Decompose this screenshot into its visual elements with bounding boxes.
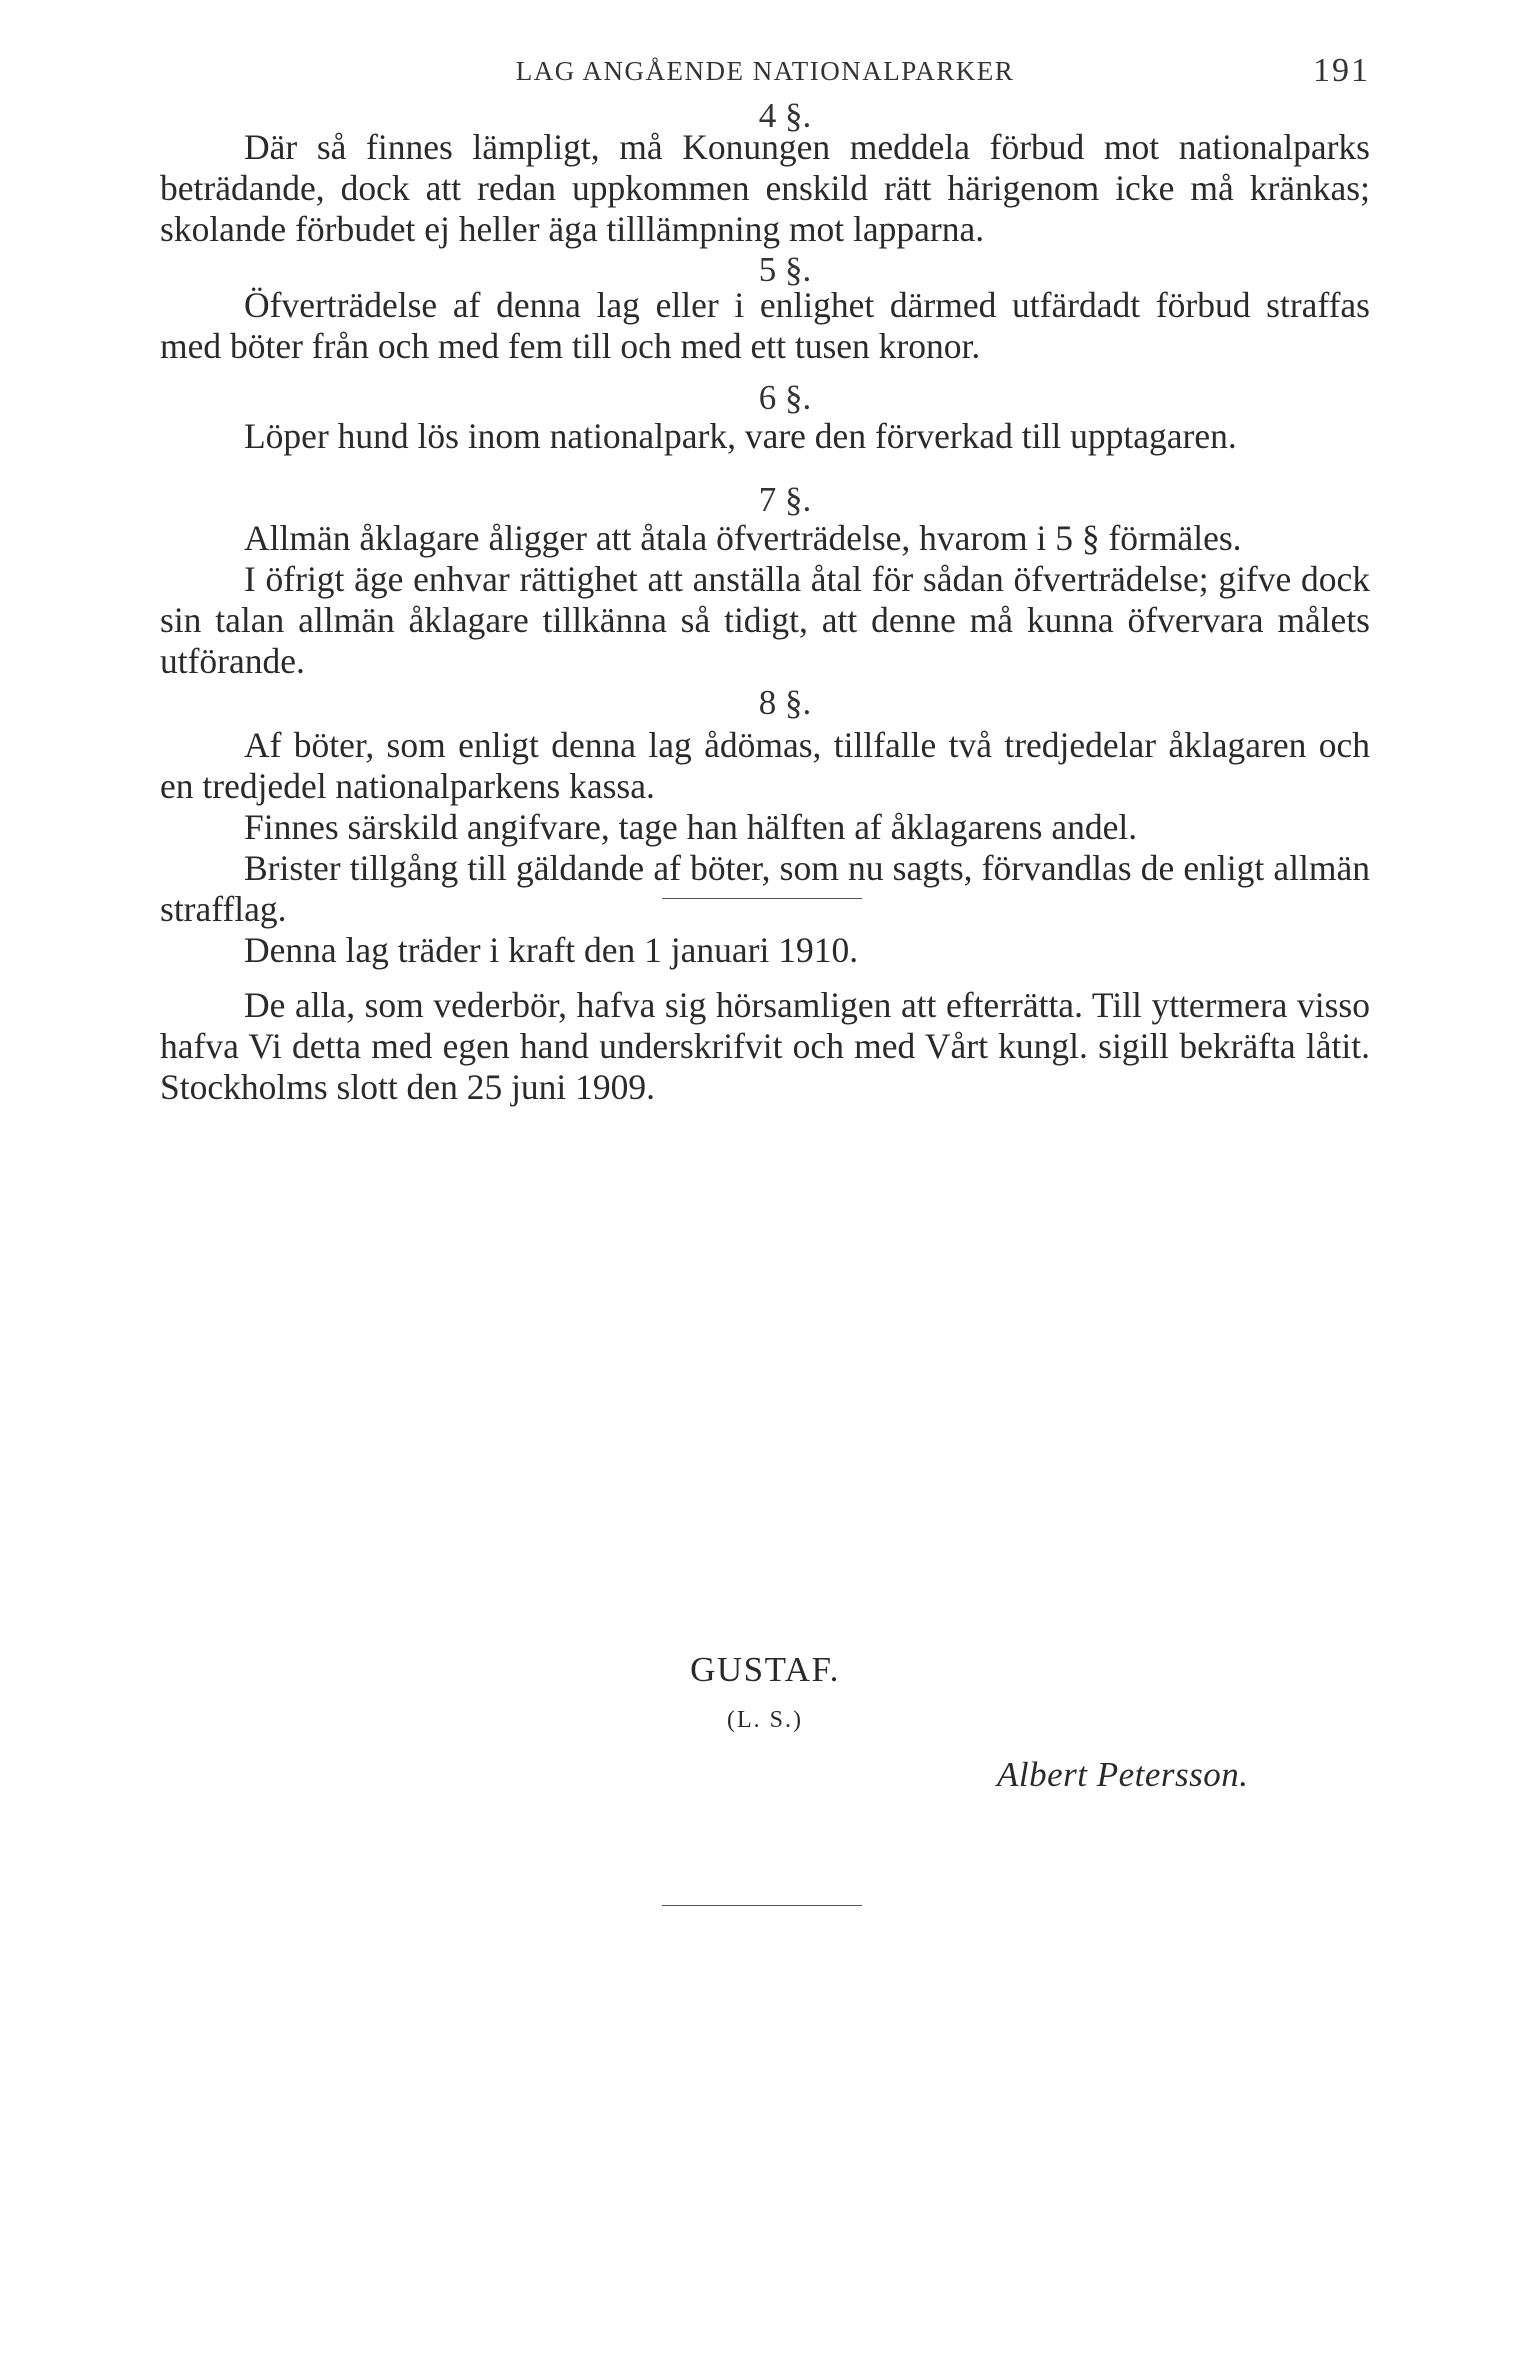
running-title: LAG ANGÅENDE NATIONALPARKER — [515, 56, 1015, 86]
paragraph: Finnes särskild angifvare, tage han hälften af åklagarens andel. — [244, 807, 1138, 847]
section-body-6 — [160, 416, 1370, 457]
king-signature: GUSTAF. — [690, 1650, 840, 1689]
running-head — [160, 52, 1370, 96]
paragraph: Brister tillgång till gäldande af böter, som nu sagts, förvandlas de enligt allmän strafflag. — [160, 848, 1370, 929]
section-heading-8: 8 §. — [758, 683, 812, 722]
section-body-4 — [160, 127, 1370, 250]
section-body-7 — [160, 518, 1370, 682]
seal-mark: (L. S.) — [727, 1707, 803, 1733]
enactment-block — [160, 985, 1370, 1108]
effective-date-block — [160, 930, 1370, 971]
paragraph: Allmän åklagare åligger att åtala öfverträdelse, hvarom i 5 § förmäles. — [244, 518, 1242, 558]
end-divider — [662, 1905, 862, 1906]
paragraph: I öfrigt äge enhvar rättighet att anställa åtal för sådan öfverträdelse; gifve dock sin talan allmän åklagare tillkänna så tidigt, att denne må kunna öfvervara målets utförande. — [160, 559, 1370, 681]
paragraph: Där så finnes lämpligt, må Konungen meddela förbud mot nationalparks beträdande, dock att redan uppkommen enskild rätt härigenom icke må kränkas; skolande förbudet ej heller äga tilllämpning mot lapparna. — [160, 127, 1370, 249]
paragraph: Löper hund lös inom nationalpark, vare den förverkad till upptagaren. — [244, 416, 1237, 456]
effective-date: Denna lag träder i kraft den 1 januari 1910. — [244, 930, 859, 970]
paragraph: Af böter, som enligt denna lag ådömas, tillfalle två tredjedelar åklagaren och en tredjedel nationalparkens kassa. — [160, 725, 1370, 806]
countersignature: Albert Petersson. — [997, 1755, 1249, 1794]
section-body-8 — [160, 725, 1370, 930]
page-number: 191 — [1313, 52, 1370, 89]
section-divider — [662, 898, 862, 899]
section-heading-7: 7 §. — [758, 480, 812, 519]
enactment-clause: De alla, som vederbör, hafva sig hörsamligen att efterrätta. Till yttermera visso hafva Vi detta med egen hand underskrifvit och med Vårt kungl. sigill bekräfta låtit. Stockholms slott den 25 juni 1909. — [160, 985, 1370, 1107]
paragraph: Öfverträdelse af denna lag eller i enlighet därmed utfärdadt förbud straffas med böter från och med fem till och med ett tusen kronor. — [160, 285, 1370, 366]
section-heading-6: 6 §. — [758, 378, 812, 417]
section-heading-5: 5 §. — [758, 250, 812, 289]
section-body-5 — [160, 285, 1370, 367]
section-heading-4: 4 §. — [758, 96, 812, 135]
